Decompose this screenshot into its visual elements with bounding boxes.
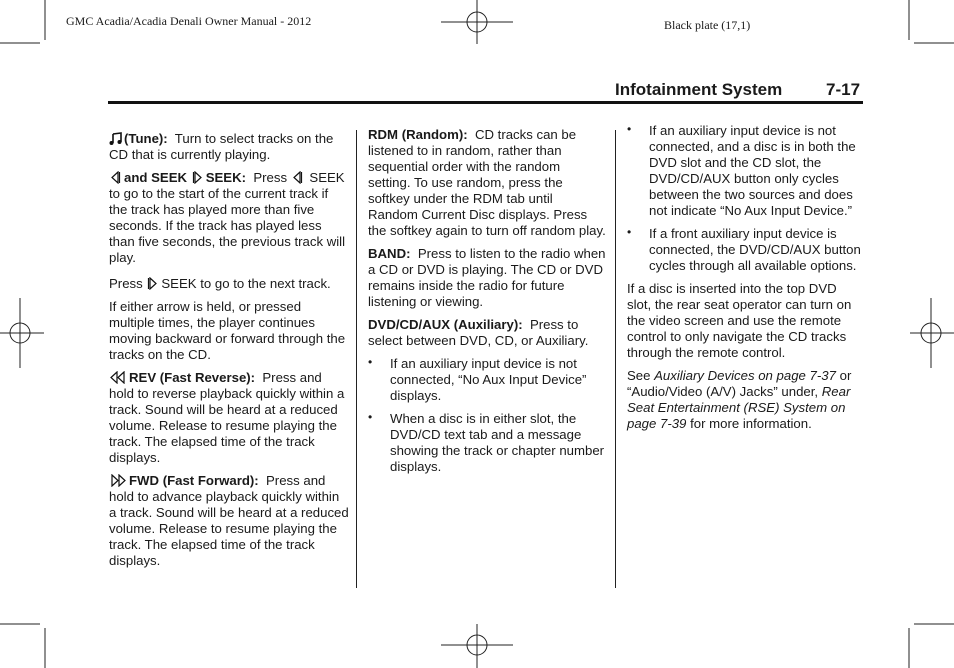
- band-label: BAND:: [368, 246, 411, 261]
- list-item: [627, 123, 863, 219]
- fwd-label: FWD (Fast Forward):: [129, 473, 259, 488]
- see-end-text: for more information.: [690, 416, 812, 431]
- list-item: [368, 356, 606, 404]
- rev-label: REV (Fast Reverse):: [129, 370, 256, 385]
- rev-text: Press and hold to reverse playback quickly within a track. Sound will be heard at a reduced volume. Release to resume playing the track. The elapsed time of the track displays.: [109, 370, 345, 465]
- column-1: [109, 131, 349, 576]
- aux-label: DVD/CD/AUX (Auxiliary):: [368, 317, 523, 332]
- arrow-held-paragraph: If either arrow is held, or pressed multiple times, the player continues moving backward or forward through the tracks on the CD.: [109, 299, 346, 362]
- column-2: [368, 127, 606, 482]
- bullet-text: If a front auxiliary input device is connected, the DVD/CD/AUX button cycles through all available options.: [649, 226, 861, 273]
- seek-label-b: SEEK:: [205, 170, 247, 185]
- see-also-paragraph: [627, 368, 863, 432]
- rdm-label: RDM (Random):: [368, 127, 468, 142]
- header-rule: [108, 101, 863, 104]
- seek-label-a: and SEEK: [124, 170, 188, 185]
- section-title: Infotainment System: [615, 80, 783, 99]
- bullet: •: [627, 225, 632, 239]
- rear-disc-paragraph: If a disc is inserted into the top DVD slot, the rear seat operator can turn on the video screen and use the remote control to only navigate the CD tracks through the remote control.: [627, 281, 852, 360]
- see-text: See: [627, 368, 651, 383]
- bullet: •: [368, 410, 373, 424]
- seek-text-b: SEEK to go to the start of the current track if the track has played more than five seconds. If the track has played less than five seconds, the previous track will play.: [109, 170, 346, 265]
- see-mid-text: or “Audio/Video (A/V) Jacks” under,: [627, 368, 852, 399]
- list-item: [627, 226, 863, 274]
- music-note-icon: [109, 132, 122, 145]
- bullet-text: When a disc is in either slot, the DVD/CD text tab and a message showing the track or chapter number displays.: [390, 411, 605, 474]
- list-item: [368, 411, 606, 475]
- manual-title: GMC Acadia/Acadia Denali Owner Manual - 2012: [66, 14, 312, 28]
- rev-paragraph: [109, 370, 349, 466]
- bullet-text: If an auxiliary input device is not connected, “No Aux Input Device” displays.: [390, 356, 587, 403]
- fwd-paragraph: [109, 473, 349, 569]
- press-b: SEEK to go to the next track.: [161, 276, 331, 291]
- tune-text: Turn to select tracks on the CD that is currently playing.: [109, 131, 334, 162]
- rse-link[interactable]: Rear Seat Entertainment (RSE) System on page 7-39: [627, 384, 851, 431]
- plate-label: Black plate (17,1): [664, 18, 751, 32]
- aux-devices-link[interactable]: Auxiliary Devices on page 7-37: [654, 368, 836, 383]
- seek-back-icon: [109, 171, 122, 184]
- bullet-text: If an auxiliary input device is not connected, and a disc is in both the DVD slot and the CD slot, the DVD/CD/AUX button only cycles between the two sources and does not indicate “No Aux Input Device.”: [649, 123, 856, 218]
- aux-text: Press to select between DVD, CD, or Auxiliary.: [368, 317, 589, 348]
- fwd-text: Press and hold to advance playback quickly within a track. Sound will be heard at a reduced volume. Release to resume playing the track. The elapsed time of the track displays.: [109, 473, 349, 568]
- band-paragraph: [368, 246, 606, 310]
- seek-back-icon: [291, 171, 304, 184]
- seek-paragraph: [109, 170, 349, 266]
- seek-forward-icon: [191, 171, 204, 184]
- seek-text-a: Press: [253, 170, 288, 185]
- column-divider: [356, 130, 357, 588]
- column-3: [627, 123, 863, 439]
- band-text: Press to listen to the radio when a CD or DVD is playing. The CD or DVD remains inside the radio for future listening or viewing.: [368, 246, 606, 309]
- fast-forward-icon: [109, 474, 127, 487]
- tune-label: (Tune):: [124, 131, 168, 146]
- fast-reverse-icon: [109, 371, 127, 384]
- rdm-paragraph: [368, 127, 606, 239]
- page-number: 7-17: [826, 80, 861, 99]
- rdm-text: CD tracks can be listened to in random, rather than sequential order with the random setting. To use random, press the softkey under the RDM tab until Random Current Disc displays. Press the softkey again to turn off random play.: [368, 127, 606, 238]
- bullet: •: [627, 122, 632, 136]
- seek-forward-icon: [146, 277, 159, 290]
- aux-paragraph: [368, 317, 606, 349]
- bullet: •: [368, 355, 373, 369]
- tune-paragraph: [109, 131, 349, 163]
- column-divider: [615, 130, 616, 588]
- press-next-paragraph: [109, 276, 349, 292]
- press-a: Press: [109, 276, 143, 291]
